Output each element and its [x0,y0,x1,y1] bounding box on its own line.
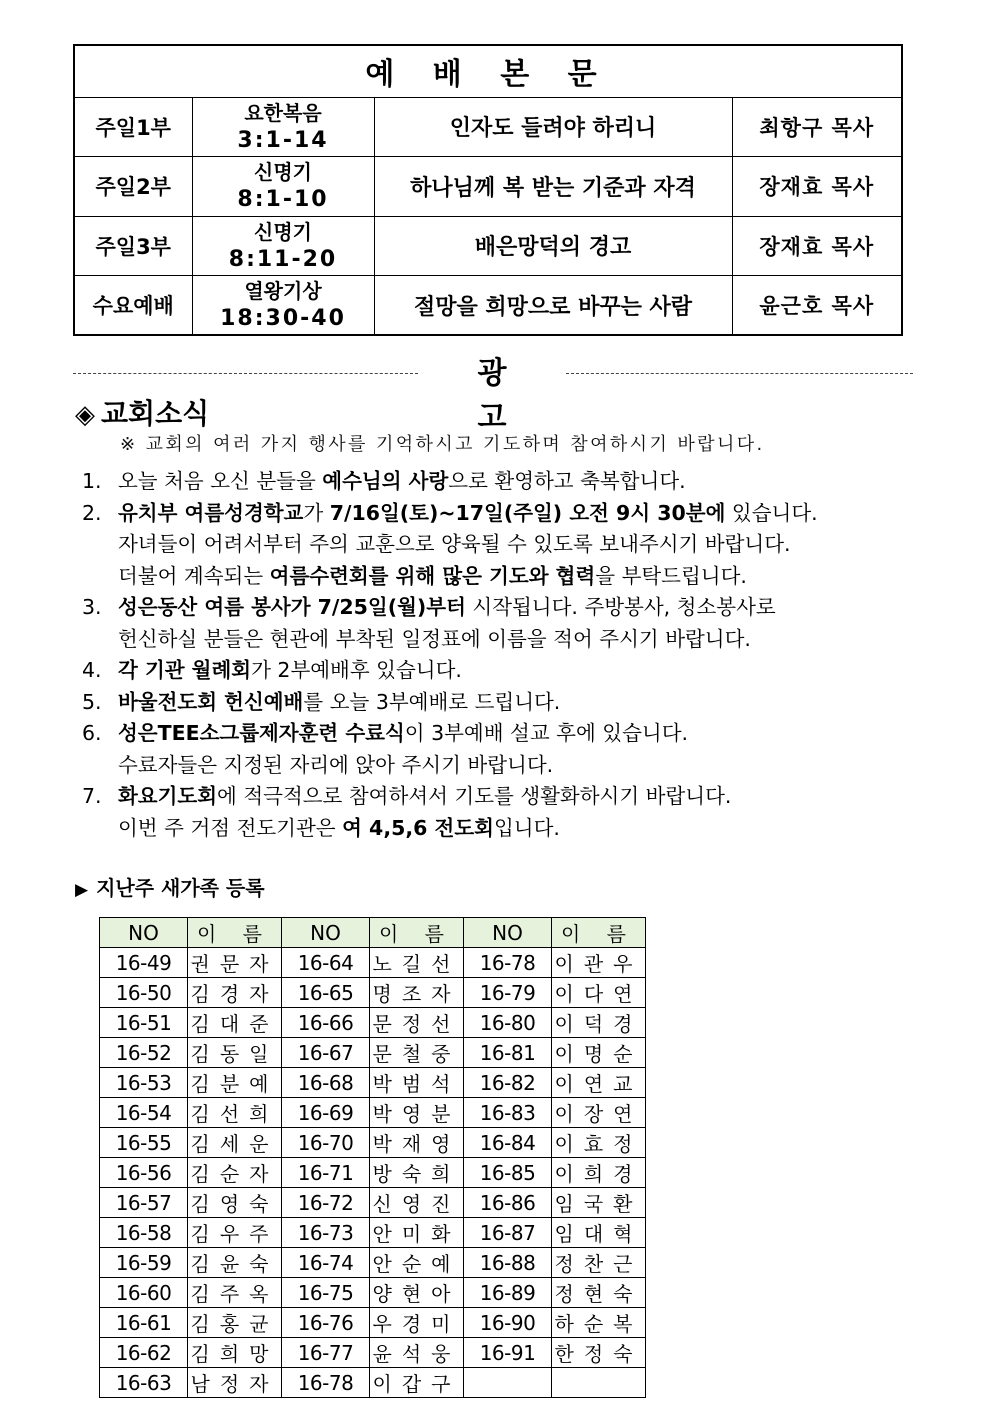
column-header-name: 이 름 [370,918,464,948]
news-text: 여름수련회를 위해 많은 기도와 협력 [269,563,596,588]
scripture [192,157,374,217]
news-line [82,781,922,813]
member-number: 16-59 [100,1248,188,1278]
table-row [100,1158,646,1188]
member-name: 신영진 [370,1188,464,1218]
member-name: 김분예 [188,1068,282,1098]
news-text: 성은TEE소그룹제자훈련 수료식 [118,721,405,745]
member-number: 16-86 [464,1188,552,1218]
sermon-title: 인자도 들려야 하리니 [374,97,732,157]
member-name: 명조자 [370,978,464,1008]
news-line [82,498,922,530]
member-number: 16-89 [464,1278,552,1308]
scripture-book: 신명기 [254,219,312,244]
member-name: 김영숙 [188,1188,282,1218]
member-name: 박영분 [370,1098,464,1128]
member-number: 16-57 [100,1188,188,1218]
member-name: 안순예 [370,1248,464,1278]
member-name: 윤석웅 [370,1338,464,1368]
member-name: 김주옥 [188,1278,282,1308]
news-item [82,498,922,593]
news-item-number: 6. [82,721,102,745]
news-item [82,718,922,781]
member-name: 이희경 [552,1158,646,1188]
news-item-number: 2. [82,500,102,525]
table-row [100,1248,646,1278]
news-text: 이 3부예배 설교 후에 있습니다. [404,721,689,745]
service-name: 주일3부 [74,216,192,276]
sermon-row [74,157,902,217]
news-text: 자녀들이 어려서부터 주의 교훈으로 양육될 수 있도록 보내주시기 바랍니다. [118,532,791,556]
member-name: 김희망 [188,1338,282,1368]
ad-title: 광고 [477,356,545,435]
member-name: 임대혁 [552,1218,646,1248]
member-number: 16-67 [282,1038,370,1068]
news-text: 을 부탁드립니다. [595,563,747,588]
news-text: 수료자들은 지정된 자리에 앉아 주시기 바랍니다. [118,752,554,777]
news-line [82,529,922,561]
member-number: 16-58 [100,1218,188,1248]
registration-table-body [100,948,646,1398]
news-line [82,561,922,593]
member-name: 남정자 [188,1368,282,1398]
table-row [100,1338,646,1368]
member-name: 이덕경 [552,1008,646,1038]
news-text: 각 기관 월례회 [118,658,252,682]
sermon-title: 배은망덕의 경고 [374,216,732,276]
news-item [82,592,922,655]
pastor-name: 윤근호 목사 [732,276,902,336]
member-name: 정현숙 [552,1278,646,1308]
member-number: 16-52 [100,1038,188,1068]
news-section-title: ◈ 교회소식 [75,397,210,430]
member-number: 16-87 [464,1218,552,1248]
news-text: 바울전도회 헌신예배 [118,689,304,714]
member-name: 김순자 [188,1158,282,1188]
member-number: 16-55 [100,1128,188,1158]
scripture [192,276,374,336]
member-number: 16-66 [282,1008,370,1038]
member-name: 김홍균 [188,1308,282,1338]
member-number: 16-85 [464,1158,552,1188]
news-text: 입니다. [493,815,560,840]
news-text: 를 오늘 3부예배로 드립니다. [303,689,561,714]
member-name: 김동일 [188,1038,282,1068]
member-name: 박범석 [370,1068,464,1098]
news-item-number: 4. [82,658,102,682]
member-number: 16-73 [282,1218,370,1248]
scripture-book: 요한복음 [244,100,322,125]
scripture-ref: 18:30-40 [220,306,346,331]
news-line [82,655,922,687]
sermon-table-title: 예 배 본 문 [74,45,902,97]
member-number: 16-51 [100,1008,188,1038]
member-name: 김경자 [188,978,282,1008]
scripture-book: 열왕기상 [244,279,322,303]
table-row [100,1188,646,1218]
divider-right [566,373,913,374]
registration-title: ▶ 지난주 새가족 등록 [75,876,265,900]
news-text: 에 적극적으로 참여하셔서 기도를 생활화하시기 바랍니다. [217,784,732,808]
member-number: 16-90 [464,1308,552,1338]
table-row [100,1368,646,1398]
column-header-name: 이 름 [552,918,646,948]
table-row [100,1038,646,1068]
member-number: 16-70 [282,1128,370,1158]
pastor-name: 장재효 목사 [732,216,902,276]
member-number: 16-84 [464,1128,552,1158]
member-number: 16-88 [464,1248,552,1278]
scripture-ref: 3:1-14 [237,127,329,153]
member-number: 16-78 [282,1368,370,1398]
scripture-ref: 8:11-20 [228,246,338,272]
service-name: 주일2부 [74,157,192,217]
member-name: 이관우 [552,948,646,978]
member-number: 16-79 [464,978,552,1008]
table-row [100,948,646,978]
news-item-number: 5. [82,689,102,714]
member-number: 16-71 [282,1158,370,1188]
member-name: 김대준 [188,1008,282,1038]
member-number: 16-78 [464,948,552,978]
pastor-name: 최항구 목사 [732,97,902,157]
member-number: 16-65 [282,978,370,1008]
member-number: 16-61 [100,1308,188,1338]
news-text: 더불어 계속되는 [118,563,270,588]
member-number: 16-60 [100,1278,188,1308]
news-text: 으로 환영하고 축복합니다. [448,469,686,493]
table-row [100,1308,646,1338]
sermon-table-body [74,97,902,335]
member-number: 16-91 [464,1338,552,1368]
scripture-ref: 8:1-10 [237,187,329,213]
news-text: 7/16일(토)~17일(주일) 오전 9시 30분에 [329,500,726,525]
member-name: 박재영 [370,1128,464,1158]
member-number: 16-80 [464,1008,552,1038]
member-name [552,1368,646,1398]
table-row [100,1278,646,1308]
member-name: 안미화 [370,1218,464,1248]
scripture [192,216,374,276]
news-list [82,466,922,844]
sermon-row [74,97,902,157]
member-name: 이명순 [552,1038,646,1068]
member-name: 방숙희 [370,1158,464,1188]
member-number: 16-53 [100,1068,188,1098]
news-item-number: 7. [82,784,102,808]
member-number: 16-77 [282,1338,370,1368]
member-name: 김우주 [188,1218,282,1248]
news-line [82,592,922,624]
service-name: 수요예배 [74,276,192,336]
member-name: 하순복 [552,1308,646,1338]
column-header-no: NO [282,918,370,948]
member-name: 이장연 [552,1098,646,1128]
member-number: 16-75 [282,1278,370,1308]
member-name: 김세운 [188,1128,282,1158]
triangle-right-icon: ▶ [75,880,89,900]
news-line [82,466,922,498]
news-text: 화요기도회 [118,784,218,808]
column-header-name: 이 름 [188,918,282,948]
member-number: 16-50 [100,978,188,1008]
news-line [82,718,922,750]
registration-table [99,917,646,1398]
news-text: 가 [303,500,330,525]
table-row [100,1068,646,1098]
column-header-no: NO [464,918,552,948]
member-number: 16-76 [282,1308,370,1338]
divider-left [73,373,418,374]
member-number: 16-69 [282,1098,370,1128]
news-item-number: 1. [82,469,102,493]
news-item-number: 3. [82,595,102,619]
news-line [82,813,922,845]
sermon-title: 절망을 희망으로 바꾸는 사람 [374,276,732,336]
member-number: 16-68 [282,1068,370,1098]
member-number: 16-82 [464,1068,552,1098]
member-name: 한정숙 [552,1338,646,1368]
table-row [100,978,646,1008]
news-text: 예수님의 사랑 [322,469,449,493]
news-text: 성은동산 여름 봉사가 7/25일(월)부터 [118,595,466,619]
member-number: 16-72 [282,1188,370,1218]
news-text: 이번 주 거점 전도기관은 [118,815,343,840]
member-number: 16-74 [282,1248,370,1278]
column-header-no: NO [100,918,188,948]
member-number [464,1368,552,1398]
news-text: 오늘 처음 오신 분들을 [118,469,323,493]
member-name: 김선희 [188,1098,282,1128]
member-number: 16-63 [100,1368,188,1398]
news-text: 시작됩니다. 주방봉사, 청소봉사로 [465,595,776,619]
diamond-icon: ◈ [75,400,95,430]
sermon-table [73,44,903,336]
sermon-row [74,276,902,336]
member-number: 16-54 [100,1098,188,1128]
pastor-name: 장재효 목사 [732,157,902,217]
member-name: 정찬근 [552,1248,646,1278]
news-line [82,687,922,719]
news-note: ※ 교회의 여러 가지 행사를 기억하시고 기도하며 참여하시기 바랍니다. [120,434,765,455]
member-name: 이갑구 [370,1368,464,1398]
member-name: 노길선 [370,948,464,978]
member-name: 이다연 [552,978,646,1008]
news-text: 여 4,5,6 전도회 [342,815,494,840]
news-item [82,687,922,719]
member-number: 16-64 [282,948,370,978]
news-item [82,466,922,498]
table-row [100,1218,646,1248]
member-name: 이연교 [552,1068,646,1098]
member-number: 16-49 [100,948,188,978]
sermon-title: 하나님께 복 받는 기준과 자격 [374,157,732,217]
member-number: 16-83 [464,1098,552,1128]
member-number: 16-62 [100,1338,188,1368]
member-name: 우경미 [370,1308,464,1338]
table-row [100,1008,646,1038]
registration-header-row [100,918,646,948]
scripture [192,97,374,157]
member-name: 권문자 [188,948,282,978]
news-text: 유치부 여름성경학교 [118,500,304,525]
member-number: 16-56 [100,1158,188,1188]
news-line [82,750,922,782]
member-name: 임국환 [552,1188,646,1218]
sermon-row [74,216,902,276]
news-item [82,781,922,844]
news-text: 헌신하실 분들은 현관에 부착된 일정표에 이름을 적어 주시기 바랍니다. [118,626,751,651]
service-name: 주일1부 [74,97,192,157]
news-text: 가 2부예배후 있습니다. [251,658,462,682]
table-row [100,1128,646,1158]
news-text: 있습니다. [725,500,818,525]
member-name: 김윤숙 [188,1248,282,1278]
table-row [100,1098,646,1128]
member-name: 이효정 [552,1128,646,1158]
member-name: 문정선 [370,1008,464,1038]
news-line [82,624,922,656]
news-item [82,655,922,687]
member-number: 16-81 [464,1038,552,1068]
scripture-book: 신명기 [254,160,312,185]
member-name: 양현아 [370,1278,464,1308]
member-name: 문철중 [370,1038,464,1068]
